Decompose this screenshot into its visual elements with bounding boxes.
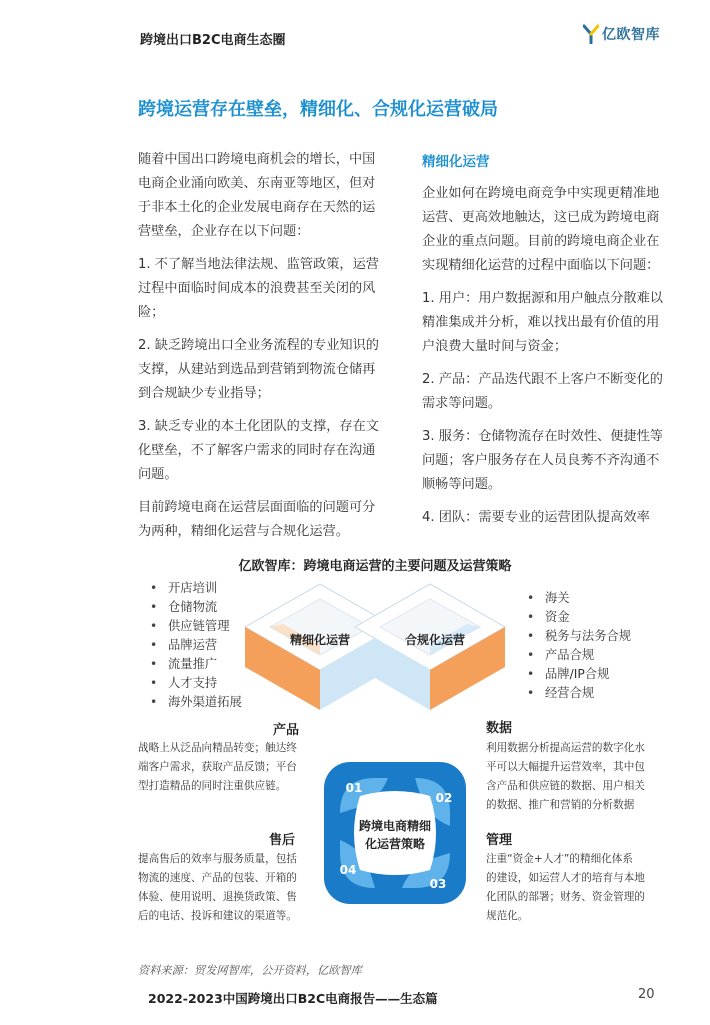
logo-text: 亿欧智库	[602, 27, 660, 43]
diagram-title: 亿欧智库：跨境电商运营的主要问题及运营策略	[238, 559, 512, 574]
list-item: • 仓储物流	[150, 598, 242, 617]
right-subheading: 精细化运营	[422, 154, 490, 170]
text-line: 注重“资金+人才”的精细化体系	[486, 853, 633, 865]
left-paragraph: 1. 不了解当地法律法规、监管政策，运营过程中面临时间成本的浪费甚至关闭的风险；	[138, 257, 379, 320]
list-item: • 海外渠道拓展	[150, 693, 242, 712]
right-paragraph: 3. 服务：仓储物流存在时效性、便捷性等问题；客户服务存在人员良莠不齐沟通不顺畅等问题。	[422, 429, 663, 492]
list-item: • 经营合规	[527, 684, 631, 703]
text-line: 端客户需求，获取产品反馈；平台	[138, 761, 297, 773]
right-paragraph: 4. 团队：需要专业的运营团队提高效率	[422, 510, 650, 525]
text-line: 战略上从泛品向精品转变；触达终	[138, 742, 297, 754]
strategy-label-line2: 化运营策略	[364, 837, 426, 851]
list-item: • 品牌/IP合规	[527, 665, 631, 684]
right-paragraph: 1. 用户：用户数据源和用户触点分散难以精准集成并分析，难以找出最有价值的用户浪费大量时间与资金；	[422, 291, 663, 354]
page-number: 20	[638, 987, 655, 1002]
text-line: 规范化。	[486, 910, 529, 922]
page-heading: 跨境运营存在壁垒，精细化、合规化运营破局	[138, 99, 498, 120]
list-item: • 开店培训	[150, 579, 242, 598]
text-line: 提高售后的效率与服务质量，包括	[138, 853, 297, 865]
logo	[583, 24, 660, 44]
strategy-label-line1: 跨境电商精细	[358, 819, 432, 833]
number-03: 03	[429, 877, 447, 891]
header-title: 跨境出口B2C电商生态圈	[140, 33, 286, 48]
source-note: 资料来源：贸发网智库，公开资料，亿欧智库	[138, 964, 362, 977]
left-paragraph: 随着中国出口跨境电商机会的增长，中国电商企业涌向欧美、东南亚等地区，但对于非本土化的企业发展电商存在天然的运营壁垒，企业存在以下问题：	[138, 152, 376, 239]
left-column	[138, 148, 383, 553]
right-paragraph: 2. 产品：产品迭代跟不上客户不断变化的需求等问题。	[422, 372, 663, 411]
list-item: • 人才支持	[150, 674, 242, 693]
text-line: 的建设，如运营人才的培育与本地	[486, 872, 645, 884]
left-paragraph: 目前跨境电商在运营层面面临的问题可分为两种，精细化运营与合规化运营。	[138, 500, 376, 539]
product-text	[138, 739, 297, 796]
number-02: 02	[435, 791, 453, 805]
management-heading: 管理	[486, 833, 513, 848]
text-line: 体验、使用说明、退换货政策、售	[138, 891, 297, 903]
list-item: • 流量推广	[150, 655, 242, 674]
aftersales-text	[138, 850, 297, 926]
list-item: • 海关	[527, 589, 631, 608]
text-line: 化团队的部署；财务、资金管理的	[486, 891, 645, 903]
list-item: • 供应链管理	[150, 617, 242, 636]
list-item: • 品牌运营	[150, 636, 242, 655]
right-column	[422, 150, 667, 539]
text-line: 利用数据分析提高运营的数字化水	[486, 742, 645, 754]
number-01: 01	[345, 781, 363, 795]
text-line: 含产品和供应链的数据、用户相关	[486, 780, 645, 792]
data-text	[486, 739, 645, 815]
list-item: • 税务与法务合规	[527, 627, 631, 646]
text-line: 平可以大幅提升运营效率，其中包	[486, 761, 645, 773]
loop-right-label: 合规化运营	[404, 633, 466, 647]
text-line: 物流的速度、产品的包装、开箱的	[138, 872, 297, 884]
management-text	[486, 850, 645, 926]
product-heading: 产品	[273, 723, 300, 738]
infinity-loop-graphic	[225, 572, 525, 717]
left-paragraph: 2. 缺乏跨境出口全业务流程的专业知识的支撑，从建站到选品到营销到物流仓储再到合规缺少专业指导；	[138, 338, 379, 401]
data-heading: 数据	[486, 721, 513, 736]
text-line: 型打造精品的同时注重供应链。	[138, 780, 287, 792]
footer-title: 2022-2023中国跨境出口B2C电商报告——生态篇	[148, 991, 438, 1006]
left-paragraph: 3. 缺乏专业的本土化团队的支撑，存在文化壁垒，不了解客户需求的同时存在沟通问题。	[138, 419, 379, 482]
text-line: 的数据、推广和营销的分析数据	[486, 799, 635, 811]
strategy-graphic	[320, 758, 470, 908]
list-item: • 资金	[527, 608, 631, 627]
aftersales-heading: 售后	[269, 833, 296, 848]
number-04: 04	[339, 863, 357, 877]
text-line: 后的电话、投诉和建议的渠道等。	[138, 910, 297, 922]
loop-left-label: 精细化运营	[289, 633, 351, 647]
logo-icon	[583, 24, 599, 44]
compliance-ops-list	[527, 589, 631, 703]
right-paragraph: 企业如何在跨境电商竞争中实现更精准地运营、更高效地触达，这已成为跨境电商企业的重点问题。目前的跨境电商企业在实现精细化运营的过程中面临以下问题：	[422, 186, 660, 273]
list-item: • 产品合规	[527, 646, 631, 665]
